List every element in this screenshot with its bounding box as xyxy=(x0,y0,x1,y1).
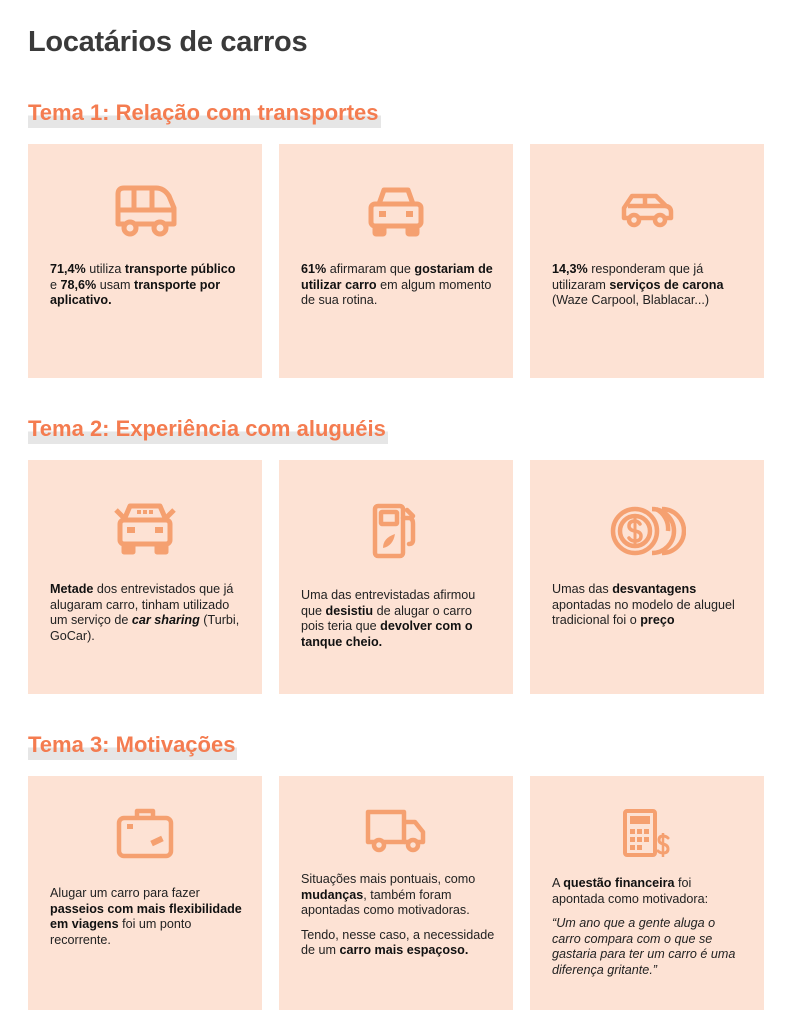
card-text: A questão financeira foi apontada como motivadora: “Um ano que a gente aluga o carro compara com o que se gastaria para ter um carro é uma diferença gritante.” xyxy=(552,876,736,977)
card-text: 14,3% responderam que já utilizaram serviços de carona (Waze Carpool, Blablacar...) xyxy=(552,262,724,307)
card-text: Metade dos entrevistados que já alugaram carro, tinham utilizado um serviço de car sharing (Turbi, GoCar). xyxy=(50,582,240,643)
card-transport-usage xyxy=(28,144,262,378)
section-title-1: Tema 1: Relação com transportes xyxy=(28,100,381,128)
section-title-3: Tema 3: Motivações xyxy=(28,732,237,760)
card-text: Alugar um carro para fazer passeios com mais flexibilidade em viagens foi um ponto recorrente. xyxy=(50,886,242,947)
card-finance xyxy=(530,776,764,1010)
card-text: Umas das desvantagens apontadas no modelo de aluguel tradicional foi o preço xyxy=(552,582,735,627)
card-car-desire xyxy=(279,144,513,378)
car-front-icon xyxy=(366,184,426,238)
moving-truck-icon xyxy=(365,808,427,854)
coins-icon xyxy=(608,504,686,558)
card-text: Uma das entrevistadas afirmou que desistiu de alugar o carro pois teria que devolver com o tanque cheio. xyxy=(301,588,476,649)
page-title: Locatários de carros xyxy=(28,26,308,58)
card-car-sharing xyxy=(28,460,262,694)
card-text: Situações mais pontuais, como mudanças, também foram apontadas como motivadoras. Tendo, nesse caso, a necessidade de um carro mais espaçoso. xyxy=(301,872,495,957)
card-leisure xyxy=(28,776,262,1010)
card-rideshare xyxy=(530,144,764,378)
card-moving xyxy=(279,776,513,1010)
bus-icon xyxy=(112,184,178,238)
fuel-pump-icon xyxy=(371,502,421,562)
card-fuel xyxy=(279,460,513,694)
calculator-dollar-icon xyxy=(622,808,672,860)
shared-car-icon xyxy=(112,500,178,556)
card-price xyxy=(530,460,764,694)
card-text: 71,4% utiliza transporte público e 78,6% usam transporte por aplicativo. xyxy=(50,262,236,307)
card-text: 61% afirmaram que gostariam de utilizar carro em algum momento de sua rotina. xyxy=(301,262,493,307)
car-side-icon xyxy=(620,192,674,228)
suitcase-icon xyxy=(115,808,175,860)
section-title-2: Tema 2: Experiência com aluguéis xyxy=(28,416,388,444)
